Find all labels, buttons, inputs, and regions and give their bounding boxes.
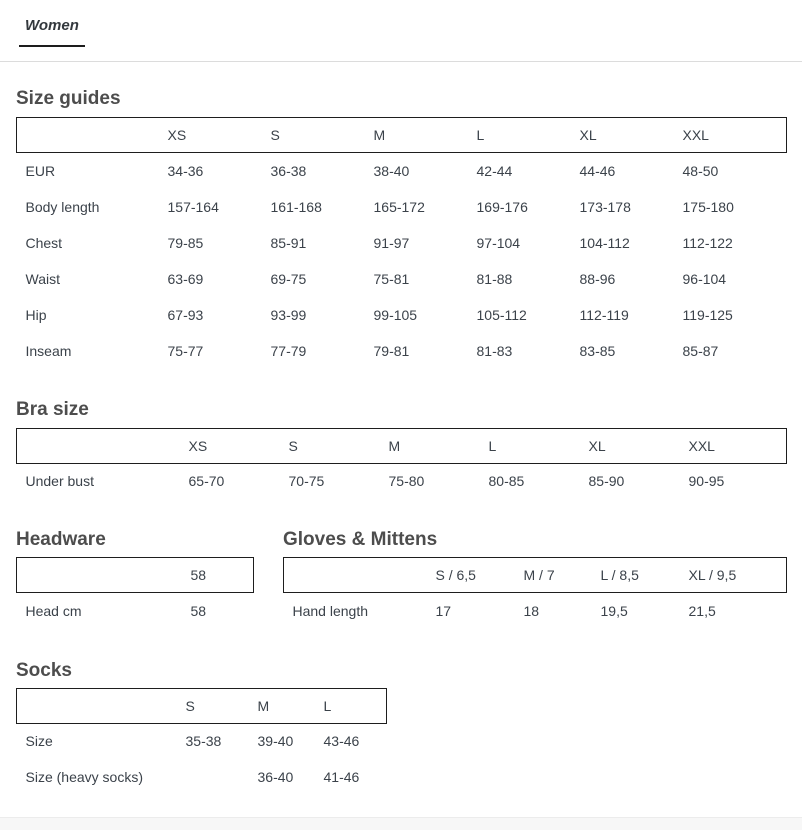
- size-cell: 75-81: [373, 270, 410, 287]
- column-header: S: [288, 437, 298, 454]
- size-cell: 81-83: [476, 342, 513, 359]
- size-cell: 119-125: [682, 306, 733, 323]
- size-cell: 42-44: [476, 162, 513, 179]
- column-header-empty: [17, 688, 186, 723]
- size-cell: 157-164: [167, 198, 219, 215]
- row-label: Chest: [25, 234, 63, 251]
- size-cell: 17: [435, 602, 452, 619]
- size-cell: 58: [190, 602, 207, 619]
- column-header: XL: [588, 437, 606, 454]
- size-cell: 96-104: [682, 270, 727, 287]
- column-header: L: [323, 697, 332, 714]
- column-header-empty: [17, 118, 168, 153]
- size-guides-table: [16, 117, 787, 369]
- table-row: [17, 759, 387, 795]
- size-cell: 97-104: [476, 234, 521, 251]
- column-header-empty: [17, 558, 191, 593]
- size-cell: 93-99: [270, 306, 307, 323]
- headware-table: [16, 557, 254, 629]
- size-cell: 69-75: [270, 270, 307, 287]
- column-header-empty: [284, 558, 436, 593]
- table-row: [284, 593, 787, 629]
- table-header-row: [17, 688, 387, 723]
- table-header-row: [284, 558, 787, 593]
- column-header: L: [488, 437, 497, 454]
- column-header: XL / 9,5: [688, 567, 737, 583]
- size-cell: 65-70: [188, 473, 225, 490]
- size-cell: 36-38: [270, 162, 307, 179]
- size-cell: 21,5: [688, 602, 716, 619]
- size-cell: 79-81: [373, 342, 410, 359]
- size-cell: 34-36: [167, 162, 204, 179]
- column-header: M / 7: [523, 567, 555, 583]
- size-cell: 165-172: [373, 198, 425, 215]
- size-cell: 39-40: [257, 733, 294, 750]
- row-label: Size: [25, 733, 53, 750]
- row-label: Under bust: [25, 473, 94, 490]
- size-cell: 90-95: [688, 473, 725, 490]
- size-cell: 75-80: [388, 473, 425, 490]
- size-cell: 77-79: [270, 342, 307, 359]
- size-cell: 81-88: [476, 270, 513, 287]
- row-label: Inseam: [25, 342, 72, 359]
- size-cell: 85-90: [588, 473, 625, 490]
- size-cell: 173-178: [579, 198, 631, 215]
- row-label: Size (heavy socks): [25, 769, 143, 785]
- table-row: [17, 153, 787, 189]
- footer-bar: [0, 817, 802, 830]
- row-label: EUR: [25, 162, 56, 179]
- size-cell: 104-112: [579, 234, 630, 251]
- socks-title: Socks: [16, 659, 72, 681]
- size-cell: 105-112: [476, 306, 527, 323]
- column-header: M: [373, 127, 386, 143]
- table-header-row: [17, 118, 787, 153]
- row-label: Waist: [25, 270, 60, 287]
- size-cell: 70-75: [288, 473, 325, 490]
- table-row: [17, 189, 787, 225]
- size-cell: 35-38: [185, 733, 222, 750]
- size-cell: 44-46: [579, 162, 616, 179]
- table-row: [17, 333, 787, 369]
- tab-bar: [0, 0, 802, 47]
- column-header: XS: [167, 127, 187, 143]
- size-cell: 67-93: [167, 306, 204, 323]
- gloves-mittens-title: Gloves & Mittens: [283, 529, 438, 550]
- column-header: S: [185, 697, 195, 714]
- size-cell: 112-122: [682, 234, 733, 251]
- size-guide-page: [0, 89, 802, 795]
- size-cell: 91-97: [373, 234, 410, 251]
- size-cell: 48-50: [682, 162, 719, 179]
- column-header: S: [270, 127, 280, 143]
- size-cell: 43-46: [323, 733, 360, 750]
- size-cell: [186, 759, 258, 795]
- size-cell: 85-87: [682, 342, 719, 359]
- column-header: L: [476, 127, 485, 143]
- column-header: XL: [579, 127, 597, 143]
- size-cell: 75-77: [167, 342, 204, 359]
- gloves-mittens-table: [283, 557, 787, 629]
- gloves-mittens-section: [283, 499, 786, 629]
- column-header: M: [388, 437, 401, 454]
- table-header-row: [17, 428, 787, 463]
- table-row: [17, 593, 254, 629]
- headware-section: [16, 499, 253, 629]
- size-cell: 41-46: [323, 769, 360, 785]
- row-label: Hand length: [292, 602, 369, 619]
- size-cell: 36-40: [257, 769, 294, 785]
- table-row: [17, 225, 787, 261]
- size-cell: 112-119: [579, 306, 629, 323]
- row-label: Hip: [25, 306, 47, 323]
- top-divider: [0, 61, 802, 62]
- row-label: Head cm: [25, 602, 82, 619]
- size-cell: 161-168: [270, 198, 322, 215]
- column-header: XXL: [688, 437, 715, 454]
- size-cell: 83-85: [579, 342, 616, 359]
- size-cell: 175-180: [682, 198, 734, 215]
- size-cell: 80-85: [488, 473, 525, 490]
- column-header: S / 6,5: [435, 567, 476, 583]
- size-cell: 18: [523, 602, 540, 619]
- column-header: XS: [188, 437, 208, 454]
- bra-size-title: Bra size: [16, 398, 89, 420]
- size-cell: 38-40: [373, 162, 410, 179]
- headware-title: Headware: [16, 529, 106, 550]
- table-header-row: [17, 558, 254, 593]
- size-cell: 79-85: [167, 234, 204, 251]
- column-header: XXL: [682, 127, 709, 143]
- size-cell: 19,5: [600, 602, 628, 619]
- row-label: Body length: [25, 198, 100, 215]
- column-header: M: [257, 697, 270, 714]
- size-cell: 99-105: [373, 306, 418, 323]
- size-cell: 88-96: [579, 270, 616, 287]
- size-cell: 169-176: [476, 198, 528, 215]
- bra-size-table: [16, 428, 787, 500]
- size-cell: 85-91: [270, 234, 307, 251]
- size-guides-title: Size guides: [16, 88, 121, 109]
- column-header: 58: [190, 567, 207, 583]
- size-cell: 63-69: [167, 270, 204, 287]
- table-row: [17, 723, 387, 759]
- tab-women[interactable]: Women: [19, 16, 85, 47]
- column-header-empty: [17, 428, 189, 463]
- table-row: [17, 261, 787, 297]
- column-header: L / 8,5: [600, 567, 639, 583]
- socks-table: [16, 688, 387, 796]
- table-row: [17, 297, 787, 333]
- table-row: [17, 463, 787, 499]
